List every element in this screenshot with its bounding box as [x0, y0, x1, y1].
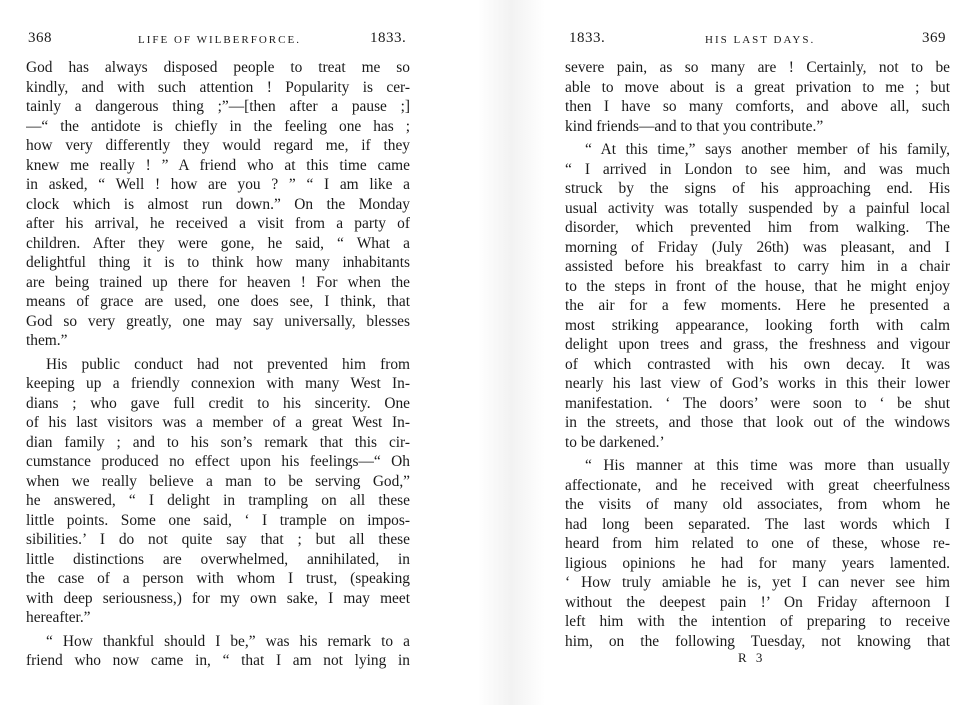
text-line: kindly, and with such attention ! Popularity is cer- — [26, 78, 410, 96]
left-page-year: 1833. — [370, 30, 407, 46]
text-line: “ His manner at this time was more than usually — [585, 457, 950, 474]
right-page-header — [545, 30, 980, 52]
text-line: little points. Some one said, ‘ I trample on impos- — [26, 511, 410, 529]
text-line: “ How thankful should I be,” was his remark to a — [46, 632, 410, 650]
text-line: children. After they were gone, he said, “ What a — [26, 234, 410, 252]
text-line: the case of a person with whom I trust, (speaking — [26, 570, 410, 587]
text-line: means of grace are used, one does see, I think, that — [26, 293, 410, 310]
right-page-year: 1833. — [569, 30, 606, 46]
text-line: kind friends—and to that you contribute.” — [565, 117, 824, 135]
text-line: him, on the following Tuesday, not knowing that — [565, 632, 950, 650]
text-line: clock which is almost run down.” On the Monday — [26, 195, 410, 213]
text-line: knew me really ! ” A friend who at this time came — [26, 156, 410, 174]
right-running-title: HIS LAST DAYS. — [705, 34, 816, 46]
left-page — [0, 0, 478, 705]
text-line: most striking appearance, looking forth with calm — [565, 316, 950, 334]
text-line: then I have so many comforts, and above all, such — [565, 98, 950, 115]
left-page-header — [0, 30, 478, 52]
text-line: to the steps in front of the house, that he might enjoy — [565, 277, 950, 295]
text-line: of his last visitors was a member of a great West In- — [26, 414, 410, 431]
right-page — [545, 0, 980, 705]
left-page-number: 368 — [28, 30, 52, 46]
text-line: usual activity was totally suspended by a painful local — [565, 199, 950, 217]
text-line: tainly a dangerous thing ;”—[then after a pause ;] — [26, 98, 410, 115]
text-line: in the streets, and those that look out of the windows — [565, 414, 950, 431]
text-line: severe pain, as so many are ! Certainly, not to be — [565, 59, 950, 76]
text-line: when we really believe a man to be serving God,” — [26, 472, 410, 490]
left-page-body — [26, 58, 410, 671]
text-line: God so very greatly, one may say universally, blesses — [26, 312, 410, 330]
text-line: dians ; who gave full credit to his sincerity. One — [26, 394, 410, 412]
right-page-body — [565, 58, 950, 651]
book-gutter — [478, 0, 545, 705]
text-line: sibilities.’ I do not quite say that ; but all these — [26, 531, 410, 548]
text-line: dian family ; and to his son’s remark that this cir- — [26, 433, 410, 451]
text-line: after his arrival, he received a visit from a party of — [26, 215, 410, 232]
text-line: “ I arrived in London to see him, and was much — [565, 160, 950, 178]
text-line: in asked, “ Well ! how are you ? ” “ I am like a — [26, 176, 410, 193]
text-line: affectionate, and he received with great cheerfulness — [565, 476, 950, 494]
text-line: hereafter.” — [26, 609, 91, 626]
text-line: little distinctions are overwhelmed, annihilated, in — [26, 550, 410, 568]
text-line: ligious opinions he had for many years lamented. — [565, 554, 950, 572]
text-line: to be darkened.’ — [565, 433, 665, 451]
text-line: struck by the signs of his approaching end. His — [565, 180, 950, 197]
text-line: disorder, which prevented him from walking. The — [565, 219, 950, 236]
text-line: delight upon trees and grass, the freshness and vigour — [565, 336, 950, 353]
text-line: of which contrasted with his own decay. It was — [565, 355, 950, 373]
left-running-title: LIFE OF WILBERFORCE. — [138, 34, 301, 46]
text-line: morning of Friday (July 26th) was pleasant, and I — [565, 238, 950, 256]
text-line: assisted before his breakfast to carry him in a chair — [565, 258, 950, 275]
text-line: God has always disposed people to treat me so — [26, 59, 410, 76]
text-line: manifestation. ‘ The doors’ were soon to ‘ be shut — [565, 394, 950, 412]
text-line: nearly his last view of God’s works in this their lower — [565, 375, 950, 392]
text-line: the visits of many old associates, from whom he — [565, 496, 950, 513]
text-line: delightful thing it is to think how many inhabitants — [26, 254, 410, 271]
text-line: ‘ How truly amiable he is, yet I can never see him — [565, 574, 950, 591]
text-line: them.” — [26, 332, 68, 349]
text-line: cumstance produced no effect upon his feelings—“ Oh — [26, 453, 410, 470]
text-line: able to move about is a great privation to me ; but — [565, 78, 950, 96]
text-line: His public conduct had not prevented him from — [46, 355, 410, 373]
printer-signature-mark: R 3 — [738, 650, 766, 665]
text-line: how very differently they would regard me, if they — [26, 137, 410, 154]
text-line: “ At this time,” says another member of his family, — [585, 141, 950, 158]
text-line: he answered, “ I delight in trampling on all these — [26, 492, 410, 509]
text-line: friend who now came in, “ that I am not lying in — [26, 652, 410, 669]
text-line: with deep seriousness,) for my own sake, I may meet — [26, 589, 410, 607]
text-line: without the deepest pain !’ On Friday afternoon I — [565, 593, 950, 611]
text-line: —“ the antidote is chiefly in the feeling one has ; — [26, 117, 410, 135]
text-line: are being trained up there for heaven ! For when the — [26, 273, 410, 291]
text-line: had long been separated. The last words which I — [565, 515, 950, 533]
text-line: heard from him related to one of these, whose re- — [565, 535, 950, 552]
text-line: keeping up a friendly connexion with many West In- — [26, 375, 410, 392]
text-line: the air for a few moments. Here he presented a — [565, 297, 950, 314]
text-line: left him with the intention of preparing to receive — [565, 613, 950, 630]
right-page-number: 369 — [922, 30, 946, 46]
